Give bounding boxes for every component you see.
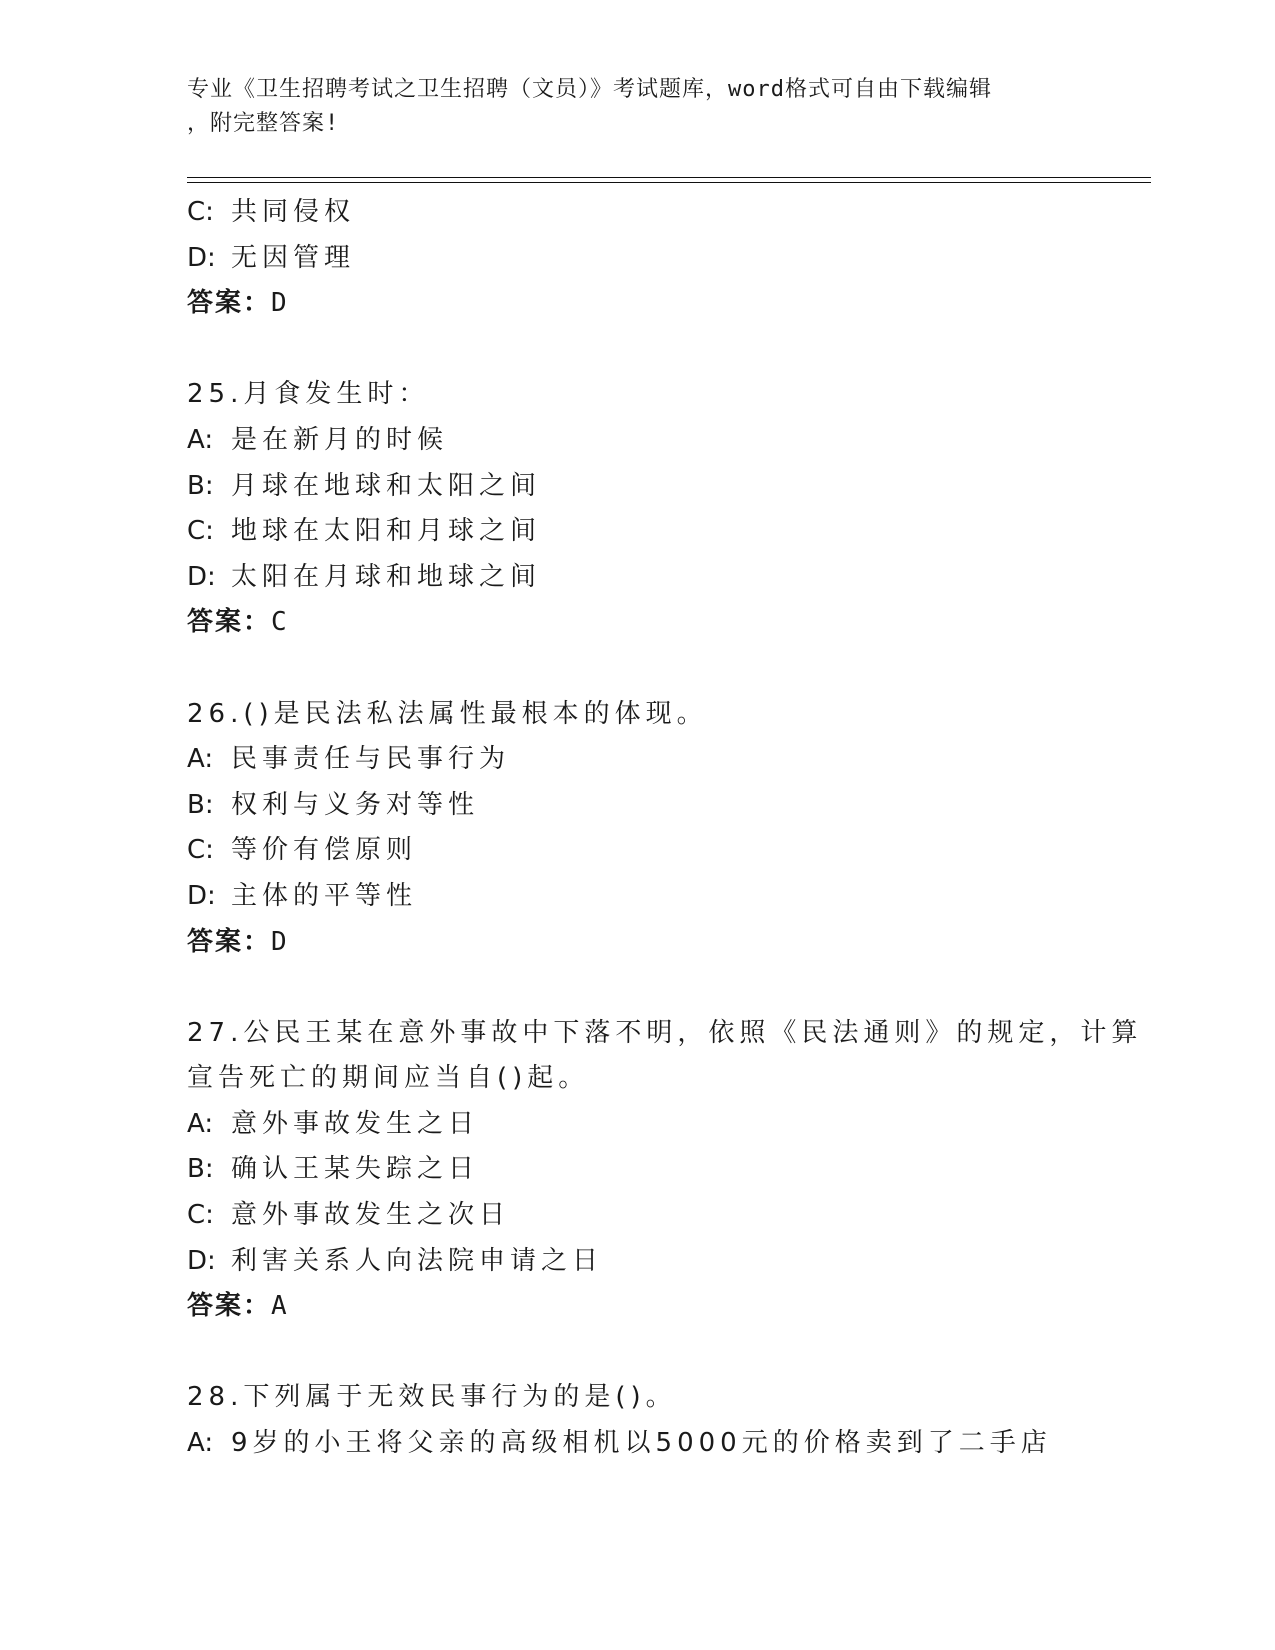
option-text: 主体的平等性 bbox=[231, 880, 418, 911]
option-label: C: bbox=[187, 835, 214, 866]
answer-line bbox=[187, 600, 1187, 646]
answer-line bbox=[187, 1284, 1187, 1330]
option-label: A: bbox=[187, 1108, 214, 1139]
spacer bbox=[187, 1330, 1187, 1376]
header-divider-top bbox=[187, 177, 1151, 178]
option-label: A: bbox=[187, 1428, 214, 1459]
option-a bbox=[187, 1421, 1187, 1467]
option-text: 共同侵权 bbox=[231, 197, 356, 227]
option-label: A: bbox=[187, 744, 214, 775]
option-text: 太阳在月球和地球之间 bbox=[231, 561, 542, 592]
option-c bbox=[187, 828, 1187, 874]
spacer bbox=[187, 327, 1187, 373]
question-stem: 28.下列属于无效民事行为的是()。 bbox=[187, 1382, 677, 1413]
answer-label: 答案： bbox=[187, 926, 272, 957]
header-title-line-1: 专业《卫生招聘考试之卫生招聘（文员）》考试题库，word格式可自由下载编辑 bbox=[187, 77, 992, 102]
option-text: 民事责任与民事行为 bbox=[231, 744, 511, 775]
option-a bbox=[187, 418, 1187, 464]
option-text: 月球在地球和太阳之间 bbox=[231, 470, 542, 501]
option-text: 地球在太阳和月球之间 bbox=[231, 516, 542, 547]
option-a bbox=[187, 1102, 1187, 1148]
question-stem: 25.月食发生时： bbox=[187, 379, 430, 410]
option-d bbox=[187, 874, 1187, 920]
option-text: 等价有偿原则 bbox=[231, 835, 418, 866]
option-text: 意外事故发生之日 bbox=[231, 1108, 480, 1139]
answer-label: 答案： bbox=[187, 607, 272, 638]
option-label: B: bbox=[187, 789, 214, 820]
answer-line bbox=[187, 281, 1187, 327]
option-a bbox=[187, 737, 1187, 783]
option-label: B: bbox=[187, 470, 214, 501]
option-label: C: bbox=[187, 1200, 214, 1231]
answer-value: D bbox=[271, 288, 289, 319]
option-d bbox=[187, 555, 1187, 601]
option-label: A: bbox=[187, 424, 214, 455]
option-text: 是在新月的时候 bbox=[231, 424, 449, 455]
option-label: D: bbox=[187, 561, 216, 592]
option-c bbox=[187, 509, 1187, 555]
option-text: 意外事故发生之次日 bbox=[231, 1200, 511, 1231]
option-d bbox=[187, 236, 1187, 282]
answer-value: C bbox=[271, 607, 289, 638]
question-stem-line-2: 宣告死亡的期间应当自()起。 bbox=[187, 1063, 590, 1094]
option-label: D: bbox=[187, 1245, 216, 1276]
option-label: B: bbox=[187, 1154, 214, 1185]
answer-line bbox=[187, 920, 1187, 966]
question-stem: 26.()是民法私法属性最根本的体现。 bbox=[187, 698, 708, 729]
option-d bbox=[187, 1239, 1187, 1285]
question-list bbox=[187, 190, 1187, 1467]
option-b bbox=[187, 464, 1187, 510]
option-label: C: bbox=[187, 197, 214, 227]
option-c bbox=[187, 1193, 1187, 1239]
option-c bbox=[187, 190, 1187, 236]
option-text: 9岁的小王将父亲的高级相机以5000元的价格卖到了二手店 bbox=[231, 1428, 1052, 1459]
option-b bbox=[187, 783, 1187, 829]
option-text: 无因管理 bbox=[231, 242, 356, 273]
option-label: D: bbox=[187, 242, 216, 273]
answer-value: D bbox=[271, 926, 289, 957]
document-header bbox=[187, 73, 1087, 141]
header-divider-bottom bbox=[187, 182, 1151, 183]
option-b bbox=[187, 1147, 1187, 1193]
answer-label: 答案： bbox=[187, 1291, 272, 1322]
spacer bbox=[187, 965, 1187, 1011]
option-label: D: bbox=[187, 880, 216, 911]
option-text: 确认王某失踪之日 bbox=[231, 1154, 480, 1185]
answer-value: A bbox=[271, 1291, 289, 1322]
option-label: C: bbox=[187, 516, 214, 547]
header-title-line-2: ，附完整答案! bbox=[187, 111, 340, 136]
answer-label: 答案： bbox=[187, 288, 272, 319]
option-text: 权利与义务对等性 bbox=[231, 789, 480, 820]
question-stem-line-1: 27.公民王某在意外事故中下落不明，依照《民法通则》的规定，计算 bbox=[187, 1017, 1143, 1048]
spacer bbox=[187, 646, 1187, 692]
option-text: 利害关系人向法院申请之日 bbox=[231, 1245, 604, 1276]
